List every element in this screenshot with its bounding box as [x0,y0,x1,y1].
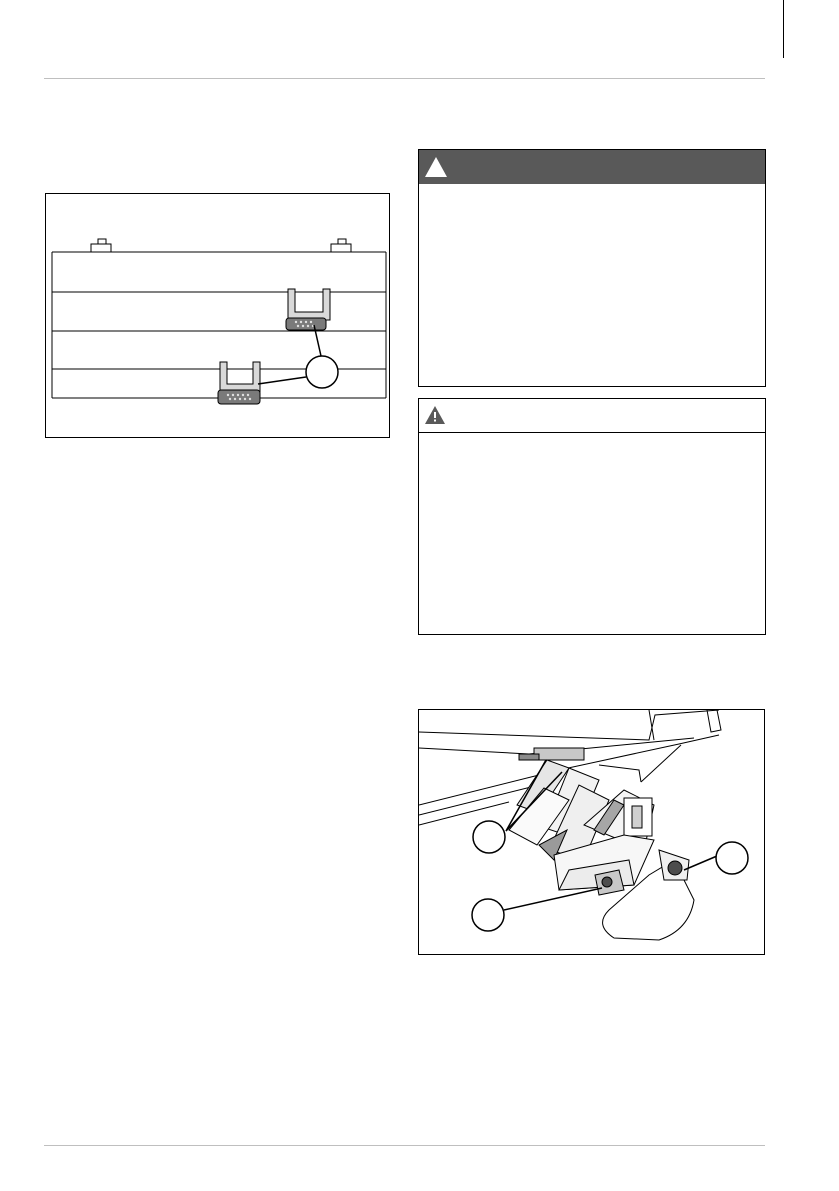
ladder-assembly [509,760,654,890]
warning-triangle-icon [424,156,448,178]
step-upper [286,289,330,330]
header-rule [44,78,765,79]
hinge-right [331,239,351,252]
crop-mark [783,0,784,58]
danger-notice [418,149,766,387]
mount-bracket [519,748,584,760]
step-lower [218,362,260,404]
warning-notice [418,398,766,635]
hinge-left [91,239,111,252]
figure-steps [45,193,390,438]
underside-illustration [419,710,766,956]
danger-notice-header [419,150,765,184]
callout-steps [258,325,338,388]
footer-rule [44,1145,765,1146]
warning-notice-header [419,399,765,433]
steps-illustration [46,194,391,439]
figure-underside [418,709,765,955]
warning-triangle-icon [424,405,446,425]
